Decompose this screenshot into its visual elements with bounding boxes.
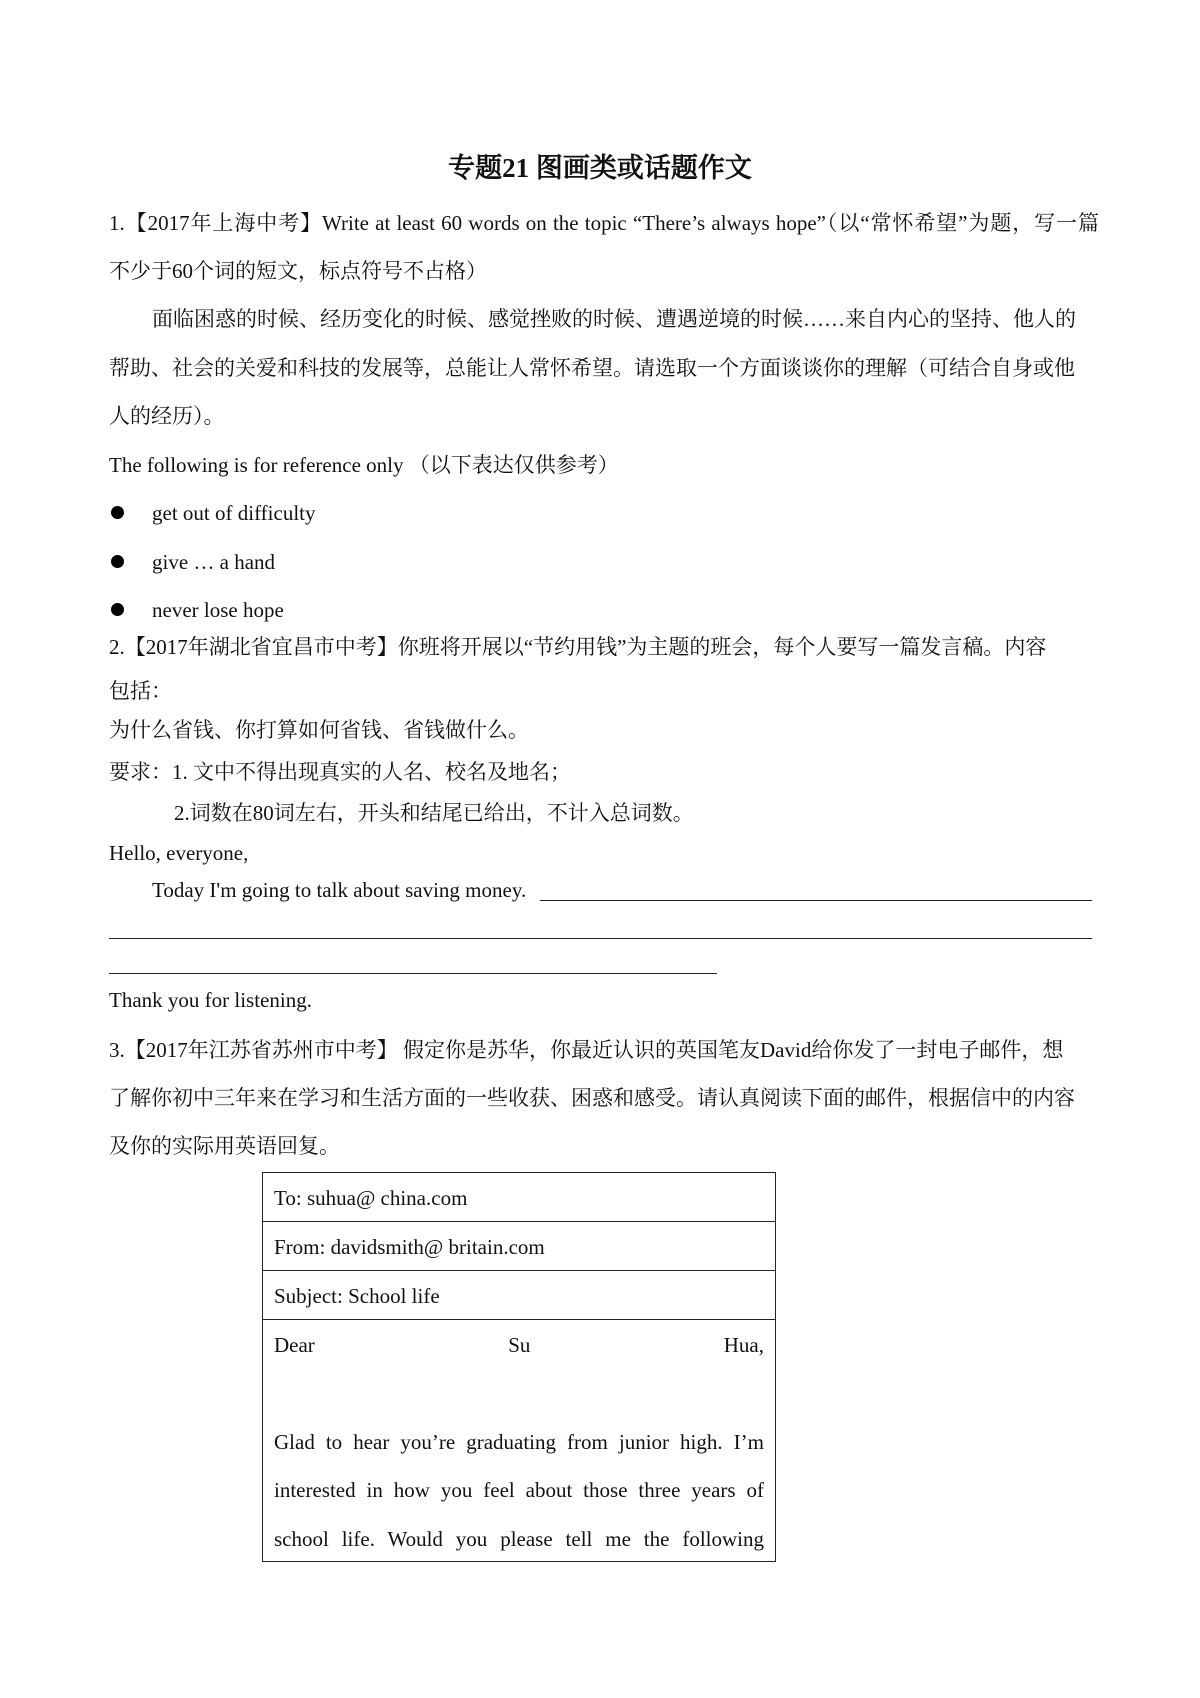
q1-paragraph-line1: 面临困惑的时候、经历变化的时候、感觉挫败的时候、遭遇逆境的时候……来自内心的坚持、他人的	[152, 307, 1076, 331]
answer-line	[109, 938, 1092, 939]
email-body-line: interested in how you feel about those three years of	[274, 1478, 764, 1502]
answer-line	[540, 900, 1092, 901]
email-body-line: Glad to hear you’re graduating from junior high. I’m	[274, 1430, 764, 1454]
q1-prompt-line1: 1.【2017年上海中考】Write at least 60 words on the topic “There’s always hope”（以“常怀希望”为题，写一篇	[109, 211, 1099, 235]
bullet-icon	[111, 506, 124, 519]
q2-prompt-line2: 包括：	[109, 679, 172, 703]
email-from: From: davidsmith@ britain.com	[274, 1235, 545, 1259]
bullet-icon	[111, 603, 124, 616]
q2-opening-sentence: Today I'm going to talk about saving money.	[152, 878, 527, 902]
q1-reference-label: The following is for reference only （以下表达仅供参考）	[109, 453, 619, 477]
q1-paragraph-line2: 帮助、社会的关爱和科技的发展等，总能让人常怀希望。请选取一个方面谈谈你的理解（可结合自身或他	[109, 356, 1075, 380]
q2-prompt-line1: 2.【2017年湖北省宜昌市中考】你班将开展以“节约用钱”为主题的班会，每个人要写一篇发言稿。内容	[109, 635, 1047, 659]
q3-prompt-line2: 了解你初中三年来在学习和生活方面的一些收获、困惑和感受。请认真阅读下面的邮件，根据信中的内容	[109, 1086, 1075, 1110]
email-salutation: Dear Su Hua,	[274, 1333, 764, 1357]
email-to: To: suhua@ china.com	[274, 1186, 468, 1210]
q2-prompt-line3: 为什么省钱、你打算如何省钱、省钱做什么。	[109, 718, 529, 742]
email-subject-row	[263, 1271, 775, 1320]
email-table	[262, 1172, 776, 1562]
bullet-icon	[111, 555, 124, 568]
q2-requirement-1: 要求：1. 文中不得出现真实的人名、校名及地名；	[109, 760, 571, 784]
page-title: 专题21 图画类或话题作文	[448, 153, 752, 183]
q3-prompt-line3: 及你的实际用英语回复。	[109, 1134, 340, 1158]
q1-prompt-line2: 不少于60个词的短文，标点符号不占格）	[109, 259, 487, 283]
email-from-row	[263, 1222, 775, 1271]
q2-requirement-2: 2.词数在80词左右，开头和结尾已给出，不计入总词数。	[174, 801, 694, 825]
reference-item: give … a hand	[152, 550, 276, 574]
email-body-line: school life. Would you please tell me the following	[274, 1527, 764, 1551]
q1-paragraph-line3: 人的经历）。	[109, 404, 225, 428]
reference-item: never lose hope	[152, 598, 284, 622]
email-to-row	[263, 1173, 775, 1222]
email-subject: Subject: School life	[274, 1284, 440, 1308]
q2-closing-sentence: Thank you for listening.	[109, 988, 312, 1012]
q2-greeting: Hello, everyone,	[109, 841, 249, 865]
answer-line	[109, 973, 717, 974]
q3-prompt-line1: 3.【2017年江苏省苏州市中考】 假定你是苏华，你最近认识的英国笔友David给你发了一封电子邮件，想	[109, 1038, 1064, 1062]
reference-item: get out of difficulty	[152, 501, 316, 525]
